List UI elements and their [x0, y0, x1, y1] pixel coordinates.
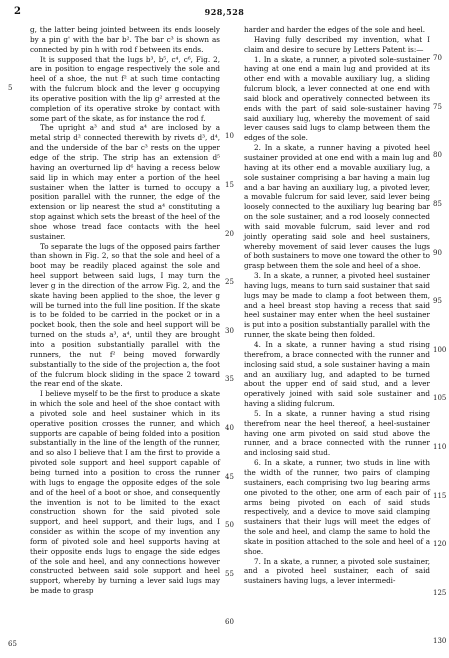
- page-header: [0, 0, 449, 24]
- claim-2: 2. In a skate, a runner having a pivoted heel sustainer provided at one end with a main lug and having at its other end a movable auxiliary lug, a sole sustainer comprising a bar having a main lug and a bar having an auxiliary lug, a pivoted lever, a movable fulcrum for said lever, said lever being loosely connected to the auxiliary lug bearing bar on the sole sustainer, and a rod loosely connected with said movable fulcrum, said lever and rod jointly operating said sole and heel sustainers, whereby movement of said lever causes the lugs of both sustainers to move one toward the other to grasp between them the sole and heel of a shoe.: [244, 143, 430, 271]
- page-number: 2: [14, 6, 21, 17]
- line-number: 105: [433, 394, 447, 402]
- line-number: 95: [433, 297, 442, 305]
- line-number: 65: [8, 640, 17, 648]
- right-text-column: [244, 25, 430, 586]
- claim-5: 5. In a skate, a runner having a stud rising therefrom near the heel thereof, a heel-sustainer having one arm pivoted on said stud above the runner, and a brace connected with the runner and inclosing said stud.: [244, 408, 430, 458]
- line-number: 25: [225, 278, 234, 286]
- line-number: 80: [433, 151, 442, 159]
- left-paragraph: The upright a³ and stud a⁴ are inclosed by a metal strip d² connected therewith by rivets d³, d⁴, and the underside of the bar c³ rests on the upper edge of the strip. The strip has an extension d⁵ having an overturned lip d⁶ having a recess below said lip in which may enter a portion of the heel sustainer when the latter is turned to occupy a position parallel with the runner, the edge of the extension or lip nearest the stud a⁴ constituting a stop against which sets the breast of the heel of the shoe whose tread face contacts with the heel sustainer.: [30, 123, 220, 241]
- line-number: 45: [225, 473, 234, 481]
- line-number: 5: [8, 84, 13, 92]
- left-paragraph: I believe myself to be the first to produce a skate in which the sole and heel of the shoe contact with a pivoted sole and heel sustainer which in its operative position crosses the runner, and which supports are capable of being folded into a position substantially in the line of the length of the runner, and so also I believe that I am the first to provide a pivoted sole support and heel support capable of being turned into a position to cross the runner with lugs to engage the opposite edges of the sole and of the heel of a boot or shoe, and consequently the invention is not to be limited to the exact construction shown for the said pivoted sole support, and heel support, and their lugs, and I consider as within the scope of my invention any form of pivoted sole and heel supports having at their opposite ends lugs to engage the side edges of the sole and heel, and any connections however constructed between said sole support and heel support, whereby by turning a lever said lugs may be made to grasp: [30, 389, 220, 596]
- claim-6: 6. In a skate, a runner, two studs in line with the width of the runner, two pairs of clamping sustainers, each comprising two lug bearing arms one pivoted to the other, one arm of each pair of arms being pivoted on each of said studs respectively, and a device to move said clamping sustainers that their lugs will meet the edges of the sole and heel, and clamp the same to hold the skate in position attached to the sole and heel of a shoe.: [244, 458, 430, 556]
- line-number: 20: [225, 230, 234, 238]
- left-text-column: [30, 25, 220, 596]
- line-number: 130: [433, 637, 447, 645]
- left-paragraph: It is supposed that the lugs b³, b⁵, c⁴, c⁶, Fig. 2, are in position to engage respectively the sole and heel of a shoe, the nut f² at such time contacting with the fulcrum block and the lever g occupying its operative position with the lip g² arrested at the completion of its operative stroke by contact with some part of the skate, as for instance the rod f.: [30, 54, 220, 123]
- claim-3: 3. In a skate, a runner, a pivoted heel sustainer having lugs, means to turn said sustainer that said lugs may be made to clamp a foot between them, and a heel breast stop having a recess that said heel sustainer may enter when the heel sustainer is put into a position substantially parallel with the runner, the skate being then folded.: [244, 271, 430, 340]
- line-number: 115: [433, 492, 447, 500]
- line-number: 50: [225, 521, 234, 529]
- claim-1: 1. In a skate, a runner, a pivoted sole-sustainer having at one end a main lug and provided at its other end with a movable auxiliary lug, a sliding fulcrum block, a lever connected at one end with said block and operatively connected between its ends with the part of said sole-sustainer having said auxiliary lug, whereby the movement of said lever causes said lugs to clamp between them the edges of the sole.: [244, 54, 430, 143]
- line-number: 85: [433, 200, 442, 208]
- claim-preamble: Having fully described my invention, what I claim and desire to secure by Letters Patent is:—: [244, 34, 430, 54]
- line-number: 15: [225, 181, 234, 189]
- line-number: 55: [225, 570, 234, 578]
- claim-7: 7. In a skate, a runner, a pivoted sole sustainer, and a pivoted heel sustainer, each of said sustainers having lugs, a lever intermedi-: [244, 556, 430, 586]
- patent-number: 928,528: [204, 7, 245, 17]
- line-number: 10: [225, 132, 234, 140]
- line-number: 90: [433, 249, 442, 257]
- line-number: 35: [225, 375, 234, 383]
- line-number: 30: [225, 327, 234, 335]
- line-number: 110: [433, 443, 447, 451]
- line-number: 125: [433, 589, 447, 597]
- right-intro: harder and harder the edges of the sole and heel.: [244, 25, 426, 34]
- line-number: 75: [433, 103, 442, 111]
- line-number: 60: [225, 618, 234, 626]
- line-number: 120: [433, 540, 447, 548]
- claim-4: 4. In a skate, a runner having a stud rising therefrom, a brace connected with the runner and inclosing said stud, a sole sustainer having a main and an auxiliary lug, and adapted to be turned about the upper end of said stud, and a lever operatively joined with said sole sustainer and having a sliding fulcrum.: [244, 340, 430, 409]
- line-number: 40: [225, 424, 234, 432]
- line-number: 100: [433, 346, 447, 354]
- left-paragraph: g, the latter being jointed between its ends loosely by a pin g' with the bar b². The bar c³ is shown as connected by pin h with rod f between its ends.: [30, 25, 220, 54]
- line-number: 70: [433, 54, 442, 62]
- left-paragraph: To separate the lugs of the opposed pairs farther than shown in Fig. 2, so that the sole and heel of a boot may be readily placed against the sole and heel support between said lugs, I may turn the lever g in the direction of the arrow Fig. 2, and the skate having been applied to the shoe, the lever g will be turned into the full line position. If the skate is to be folded to be carried in the pocket or in a pocket book, then the sole and heel support will be turned on the studs a³, a⁴, until they are brought into a position substantially parallel with the runners, the nut f² being moved forwardly substantially to the side of the projection a, the foot of the fulcrum block sliding in the space 2 toward the rear end of the skate.: [30, 241, 220, 389]
